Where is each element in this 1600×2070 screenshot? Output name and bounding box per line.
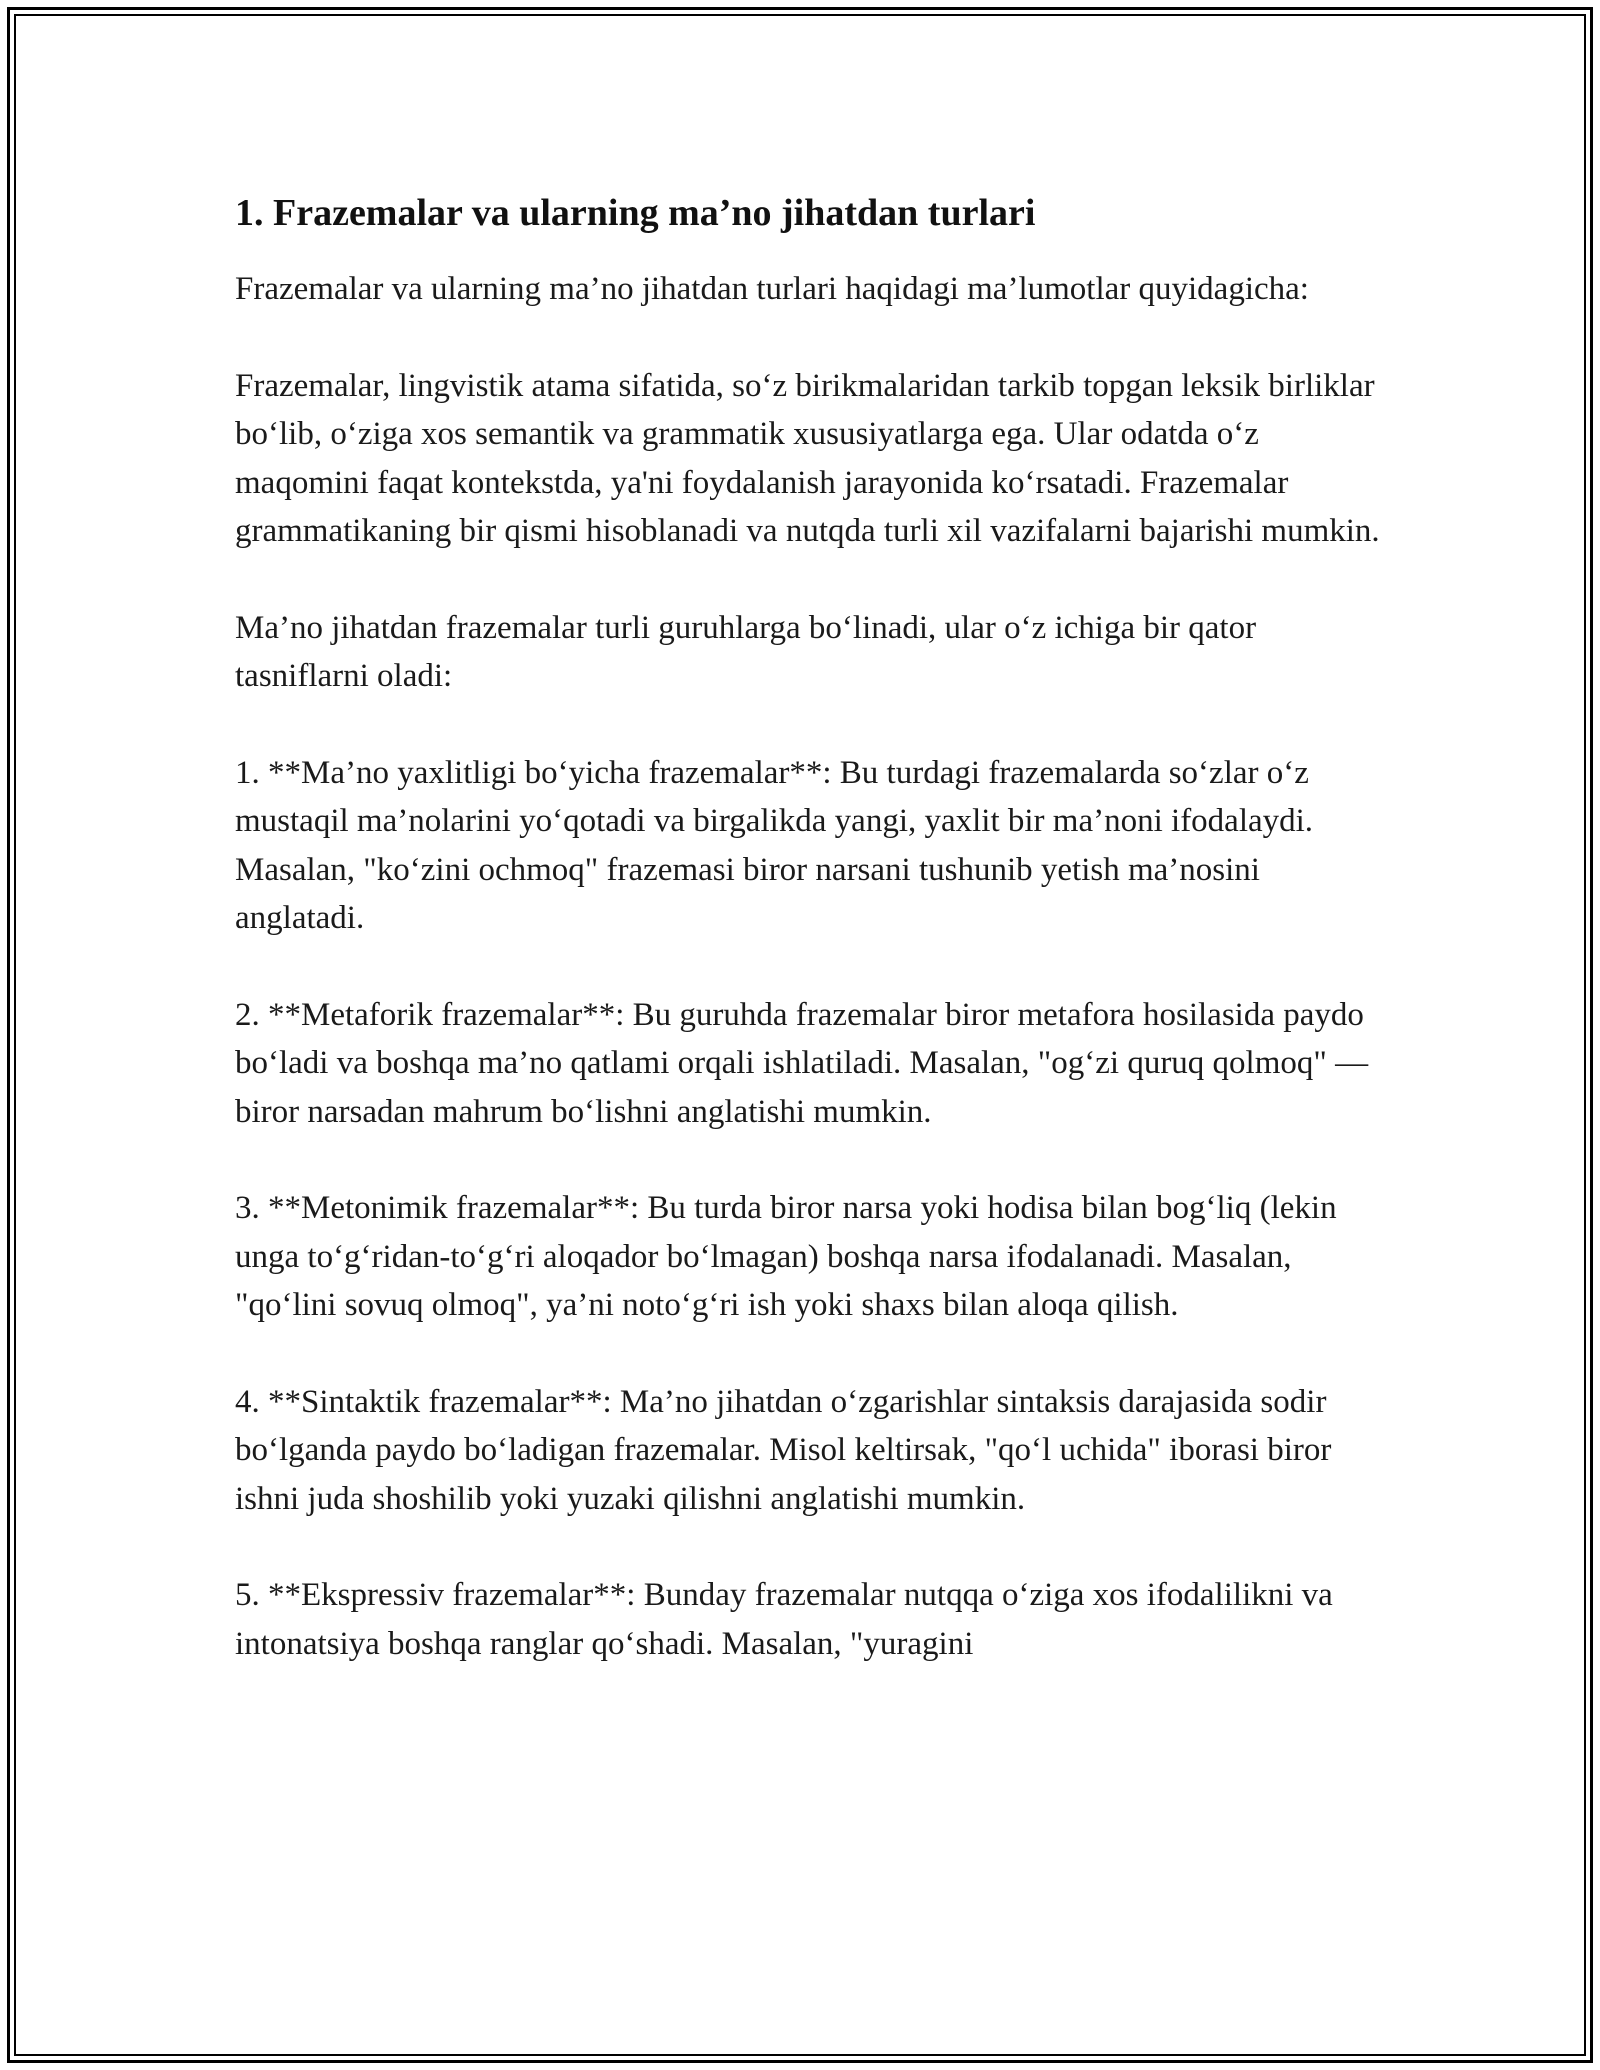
- intro-paragraph: Frazemalar va ularning ma’no jihatdan turlari haqidagi ma’lumotlar quyidagicha:: [235, 271, 1309, 307]
- list-item-2: 2. **Metaforik frazemalar**: Bu guruhda frazemalar biror metafora hosilasida paydo bo‘ladi va boshqa ma’no qatlami orqali ishlatiladi. Masalan, "og‘zi quruq qolmoq" — biror narsadan mahrum bo‘lishni anglatishi mumkin.: [235, 996, 1369, 1130]
- list-item-4: 4. **Sintaktik frazemalar**: Ma’no jihatdan o‘zgarishlar sintaksis darajasida sodir bo‘lganda paydo bo‘ladigan frazemalar. Misol keltirsak, "qo‘l uchida" iborasi biror ishni juda shoshilib yoki yuzaki qilishni anglatishi mumkin.: [235, 1383, 1332, 1517]
- classification-intro-paragraph: Ma’no jihatdan frazemalar turli guruhlarga bo‘linadi, ular o‘z ichiga bir qator tasniflarni oladi:: [235, 609, 1257, 694]
- definition-paragraph: Frazemalar, lingvistik atama sifatida, so‘z birikmalaridan tarkib topgan leksik birliklar bo‘lib, o‘ziga xos semantik va grammatik xususiyatlarga ega. Ular odatda o‘z maqomini faqat kontekstda, ya'ni foydalanish jarayonida ko‘rsatadi. Frazemalar grammatikaning bir qismi hisoblanadi va nutqda turli xil vazifalarni bajarishi mumkin.: [235, 367, 1380, 549]
- list-item-3: 3. **Metonimik frazemalar**: Bu turda biror narsa yoki hodisa bilan bog‘liq (lekin unga to‘g‘ridan-to‘g‘ri aloqador bo‘lmagan) boshqa narsa ifodalanadi. Masalan, "qo‘lini sovuq olmoq", ya’ni noto‘g‘ri ish yoki shaxs bilan aloqa qilish.: [235, 1190, 1337, 1323]
- document-body: [235, 183, 1385, 1668]
- list-item-5: 5. **Ekspressiv frazemalar**: Bunday frazemalar nutqqa o‘ziga xos ifodalilikni va intonatsiya boshqa ranglar qo‘shadi. Masalan, "yuragini: [235, 1577, 1333, 1662]
- document-heading: 1. Frazemalar va ularning ma’no jihatdan turlari: [235, 192, 1036, 234]
- list-item-1: 1. **Ma’no yaxlitligi bo‘yicha frazemalar**: Bu turdagi frazemalarda so‘zlar o‘z mustaqil ma’nolarini yo‘qotadi va birgalikda yangi, yaxlit bir ma’noni ifodalaydi. Masalan, "ko‘zini ochmoq" frazemasi biror narsani tushunib yetish ma’nosini anglatadi.: [235, 754, 1314, 936]
